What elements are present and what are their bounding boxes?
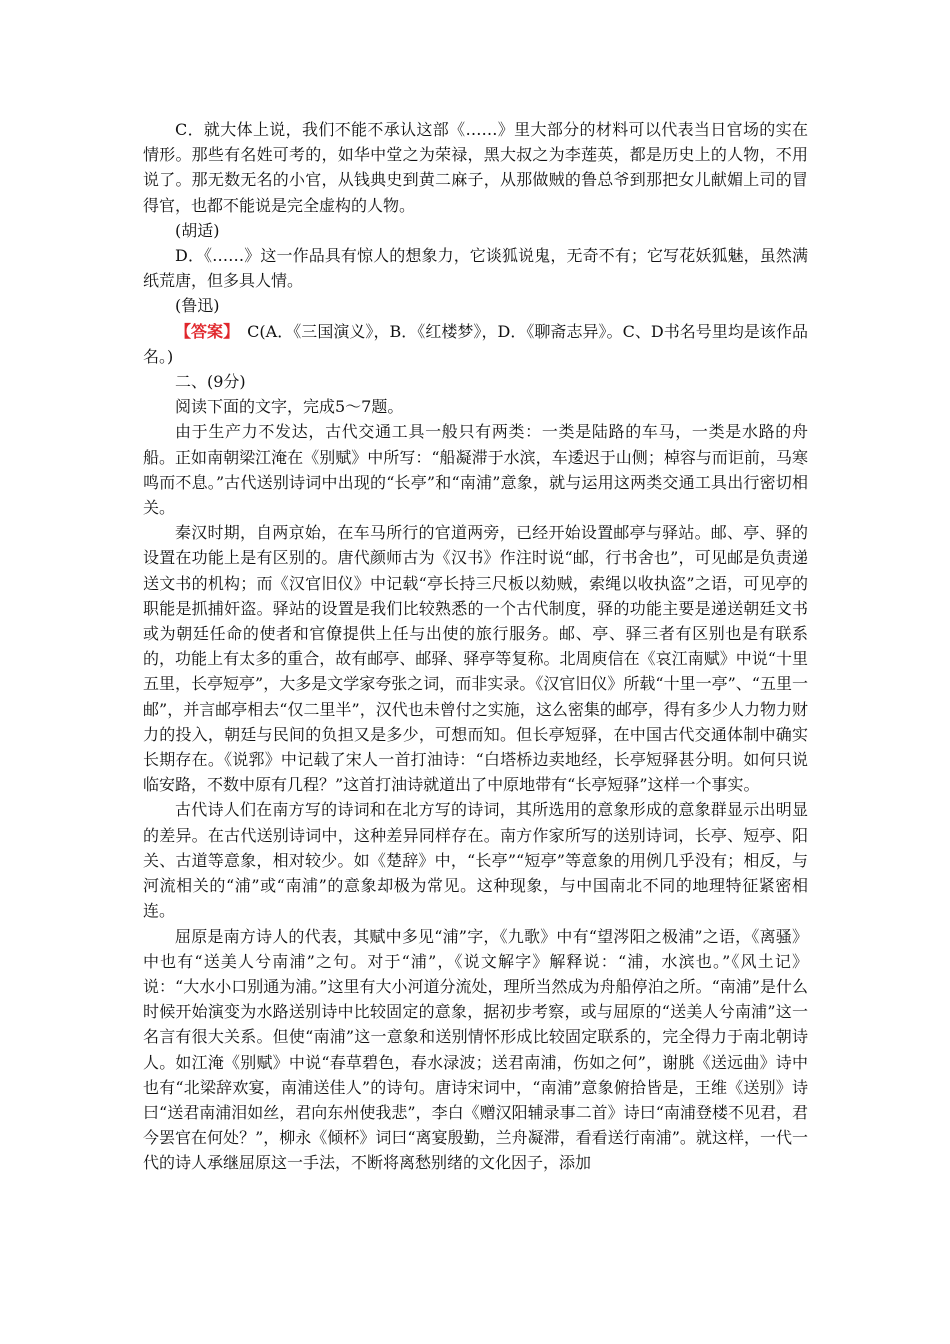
body-paragraph-2: 秦汉时期，自两京始，在车马所行的官道两旁，已经开始设置邮亭与驿站。邮、亭、驿的设置在功能上是有区别的。唐代颜师古为《汉书》作注时说“邮，行书舍也”，可见邮是负责递送文书的机构；而《汉官旧仪》中记载“亭长持三尺板以劾贼，索绳以收执盗”之语，可见亭的职能是抓捕奸盗。驿站的设置是我们比较熟悉的一个古代制度，驿的功能主要是递送朝廷文书或为朝廷任命的使者和官僚提供上任与出使的旅行服务。邮、亭、驿三者有区别也是有联系的，功能上有太多的重合，故有邮亭、邮驿、驿亭等复称。北周庾信在《哀江南赋》中说“十里五里，长亭短亭”，大多是文学家夸张之词，而非实录。《汉官旧仪》所载“十里一亭”、“五里一邮”，并言邮亭相去“仅二里半”，汉代也未曾付之实施，这么密集的邮亭，得有多少人力物力财力的投入，朝廷与民间的负担又是多少，可想而知。但长亭短驿，在中国古代交通体制中确实长期存在。《说郛》中记载了宋人一首打油诗：“白塔桥边卖地经，长亭短驿甚分明。如何只说临安路，不数中原有几程？”这首打油诗就道出了中原地带有“长亭短驿”这样一个事实。 bbox=[143, 523, 808, 795]
answer-label: 【答案】 bbox=[175, 321, 232, 341]
document-page bbox=[143, 117, 808, 1176]
citation-hushi: (胡适) bbox=[175, 220, 220, 240]
answer-text: C(A．《三国演义》，B．《红楼梦》，D．《聊斋志异》。C、D书名号里均是该作品名。) bbox=[143, 321, 808, 366]
answer-paragraph bbox=[143, 319, 808, 369]
option-d-paragraph: D．《……》这一作品具有惊人的想象力，它谈狐说鬼，无奇不有；它写花妖狐魅，虽然满纸荒唐，但多具人情。 bbox=[143, 246, 808, 291]
option-c-paragraph: C．就大体上说，我们不能不承认这部《……》里大部分的材料可以代表当日官场的实在情形。那些有名姓可考的，如华中堂之为荣禄，黑大叔之为李莲英，都是历史上的人物，不用说了。那无数无名的小官，从钱典史到黄二麻子，从那做贼的鲁总爷到那把女儿献媚上司的冒得官，也都不能说是完全虚构的人物。 bbox=[143, 120, 808, 215]
body-paragraph-1: 由于生产力不发达，古代交通工具一般只有两类：一类是陆路的车马，一类是水路的舟船。正如南朝梁江淹在《别赋》中所写：“船凝滞于水滨，车逶迟于山侧；棹容与而讵前，马寒鸣而不息。”古代送别诗词中出现的“长亭”和“南浦”意象，就与运用这两类交通工具出行密切相关。 bbox=[143, 422, 808, 518]
section-instruction: 阅读下面的文字，完成5～7题。 bbox=[175, 397, 404, 417]
citation-luxun: (鲁迅) bbox=[175, 296, 220, 316]
body-paragraph-3: 古代诗人们在南方写的诗词和在北方写的诗词，其所选用的意象形成的意象群显示出明显的差异。在古代送别诗词中，这种差异同样存在。南方作家所写的送别诗词，长亭、短亭、阳关、古道等意象，相对较少。如《楚辞》中，“长亭”“短亭”等意象的用例几乎没有；相反，与河流相关的“浦”或“南浦”的意象却极为常见。这种现象，与中国南北不同的地理特征紧密相连。 bbox=[143, 800, 808, 921]
body-paragraph-4: 屈原是南方诗人的代表，其赋中多见“浦”字，《九歌》中有“望涔阳之极浦”之语，《离骚》中也有“送美人兮南浦”之句。对于“浦”，《说文解字》解释说：“浦，水滨也。”《风土记》说：“大水小口别通为浦。”这里有大小河道分流处，理所当然成为舟船停泊之所。“南浦”是什么时候开始演变为水路送别诗中比较固定的意象，据初步考察，或与屈原的“送美人兮南浦”这一名言有很大关系。但使“南浦”这一意象和送别情怀形成比较固定联系的，完全得力于南北朝诗人。如江淹《别赋》中说“春草碧色，春水渌波；送君南浦，伤如之何”，谢朓《送远曲》诗中也有“北梁辞欢宴，南浦送佳人”的诗句。唐诗宋词中，“南浦”意象俯拾皆是，王维《送别》诗曰“送君南浦泪如丝，君向东州使我悲”，李白《赠汉阳辅录事二首》诗曰“南浦登楼不见君，君今罢官在何处？”，柳永《倾杯》词曰“离宴殷勤，兰舟凝滞，看看送行南浦”。就这样，一代一代的诗人承继屈原这一手法，不断将离愁别绪的文化因子，添加 bbox=[143, 926, 808, 1173]
section-heading: 二、(9分) bbox=[175, 372, 246, 392]
